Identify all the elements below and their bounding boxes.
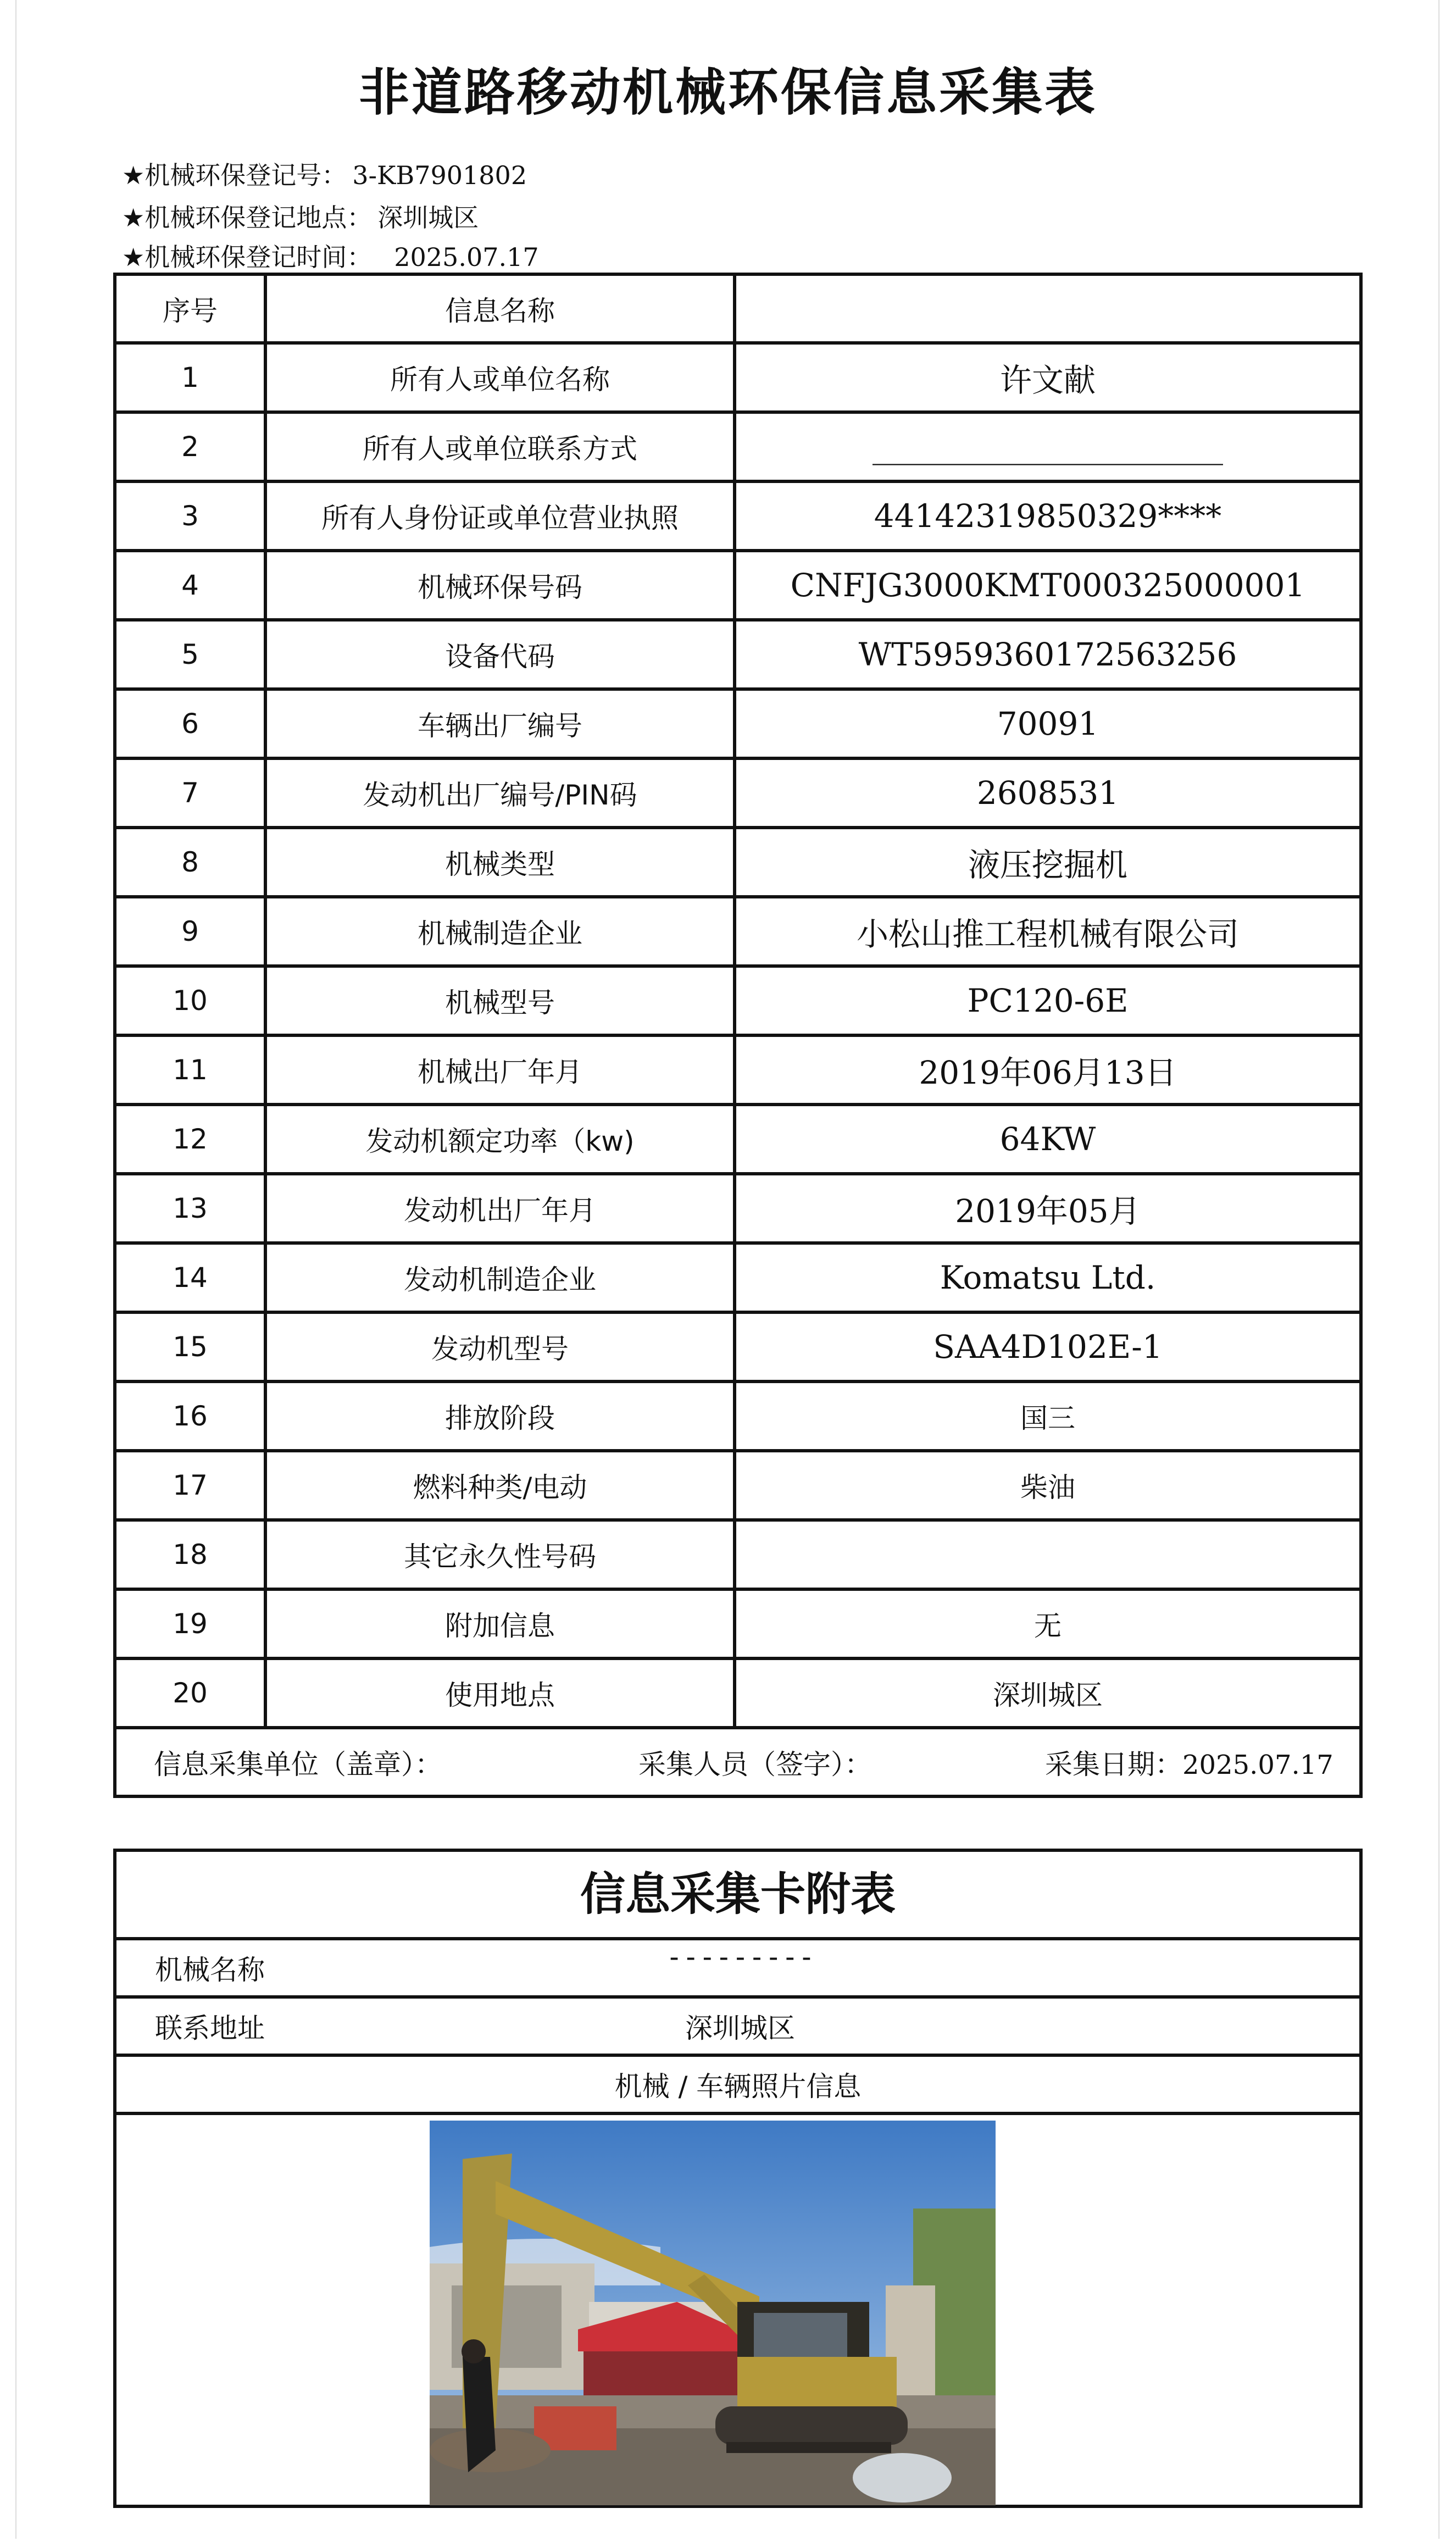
collection-date [1045,1743,1333,1782]
row-field-value: 许文献 [735,343,1361,412]
table-row [115,1589,1361,1658]
table-row [115,1035,1361,1105]
appendix-title: 信息采集卡附表 [116,1852,1359,1940]
row-field-name: 机械制造企业 [265,897,735,966]
row-field-value: 44142319850329**** [735,481,1361,551]
address-label: 联系地址 [155,2012,265,2044]
row-number: 18 [115,1520,265,1589]
table-row [115,1174,1361,1243]
row-field-name: 机械出厂年月 [265,1035,735,1105]
row-number: 12 [115,1105,265,1174]
table-row [115,620,1361,689]
meta-registration-number [122,156,527,192]
row-field-name: 发动机出厂年月 [265,1174,735,1243]
meta-label: ★机械环保登记号： [122,160,347,190]
row-number: 14 [115,1243,265,1312]
table-row [115,897,1361,966]
row-field-value [735,1520,1361,1589]
row-number: 8 [115,828,265,897]
excavator-photo [430,2121,996,2505]
row-number: 2 [115,412,265,481]
collection-unit-label: 信息采集单位（盖章）： [154,1748,442,1780]
info-table [113,273,1363,1798]
row-field-name: 机械类型 [265,828,735,897]
table-row [115,758,1361,828]
machine-name-label: 机械名称 [155,1954,265,1986]
footer-cell [115,1728,1361,1796]
table-row [115,828,1361,897]
row-number: 11 [115,1035,265,1105]
row-field-name: 发动机制造企业 [265,1243,735,1312]
table-row [115,966,1361,1035]
meta-value: 3-KB7901802 [352,160,527,190]
row-number: 9 [115,897,265,966]
table-row [115,1451,1361,1520]
meta-label: ★机械环保登记时间： [122,242,373,272]
table-row [115,481,1361,551]
row-field-value: 小松山推工程机械有限公司 [735,897,1361,966]
row-number: 13 [115,1174,265,1243]
row-field-value: 液压挖掘机 [735,828,1361,897]
row-number: 1 [115,343,265,412]
row-field-value: 2019年05月 [735,1174,1361,1243]
machine-name-value: --------- [666,1941,815,1973]
row-number: 3 [115,481,265,551]
meta-registration-time [122,237,539,274]
row-field-name: 排放阶段 [265,1381,735,1451]
row-number: 20 [115,1658,265,1728]
row-number: 17 [115,1451,265,1520]
row-number: 15 [115,1312,265,1381]
header-name: 信息名称 [265,274,735,343]
meta-registration-location [122,198,479,234]
row-field-name: 机械环保号码 [265,551,735,620]
table-row [115,1312,1361,1381]
row-field-name: 车辆出厂编号 [265,689,735,758]
header-no: 序号 [115,274,265,343]
table-row [115,1381,1361,1451]
row-field-name: 所有人或单位联系方式 [265,412,735,481]
row-field-value: 2608531 [735,758,1361,828]
row-field-value: WT5959360172563256 [735,620,1361,689]
header-value [735,274,1361,343]
row-field-name: 燃料种类/电动 [265,1451,735,1520]
table-row [115,1243,1361,1312]
row-field-value: 70091 [735,689,1361,758]
meta-label: ★机械环保登记地点： [122,203,373,232]
row-field-value: 2019年06月13日 [735,1035,1361,1105]
table-row [115,412,1361,481]
photo-label: 机械 / 车辆照片信息 [614,2071,862,2102]
row-field-value: CNFJG3000KMT000325000001 [735,551,1361,620]
row-field-value: 深圳城区 [735,1658,1361,1728]
table-row [115,1105,1361,1174]
row-number: 5 [115,620,265,689]
table-row [115,1658,1361,1728]
row-field-value: 柴油 [735,1451,1361,1520]
row-number: 19 [115,1589,265,1658]
form-title: 非道路移动机械环保信息采集表 [358,63,1097,122]
row-field-name: 发动机型号 [265,1312,735,1381]
appendix-address-row [116,1999,1359,2057]
row-field-name: 机械型号 [265,966,735,1035]
row-field-name: 其它永久性号码 [265,1520,735,1589]
appendix-photo-label-row [116,2057,1359,2115]
row-field-value: 国三 [735,1381,1361,1451]
collection-date-value: 2025.07.17 [1182,1749,1333,1780]
meta-value: 2025.07.17 [394,242,539,272]
row-field-name: 所有人身份证或单位营业执照 [265,481,735,551]
row-number: 4 [115,551,265,620]
meta-value: 深圳城区 [377,203,479,232]
table-row [115,343,1361,412]
table-row [115,551,1361,620]
row-field-name: 使用地点 [265,1658,735,1728]
table-footer-row [115,1728,1361,1796]
appendix-table [113,1849,1363,2508]
collection-date-label: 采集日期： [1045,1748,1182,1780]
row-field-value: 无 [735,1589,1361,1658]
row-field-name: 设备代码 [265,620,735,689]
row-field-value: PC120-6E [735,966,1361,1035]
row-number: 16 [115,1381,265,1451]
row-number: 10 [115,966,265,1035]
row-field-value: Komatsu Ltd. [735,1243,1361,1312]
table-header-row [115,274,1361,343]
table-row [115,1520,1361,1589]
row-field-name: 所有人或单位名称 [265,343,735,412]
appendix-machine-name-row [116,1940,1359,1999]
row-field-name: 发动机出厂编号/PIN码 [265,758,735,828]
row-number: 6 [115,689,265,758]
table-row [115,689,1361,758]
row-number: 7 [115,758,265,828]
row-field-name: 发动机额定功率（kw) [265,1105,735,1174]
collector-signature-label: 采集人员（签字）： [638,1748,872,1780]
address-value: 深圳城区 [685,2012,795,2044]
row-field-value: 64KW [735,1105,1361,1174]
row-field-value: ______________________ [735,412,1361,481]
row-field-name: 附加信息 [265,1589,735,1658]
row-field-value: SAA4D102E-1 [735,1312,1361,1381]
photo-area [116,2115,1359,2509]
